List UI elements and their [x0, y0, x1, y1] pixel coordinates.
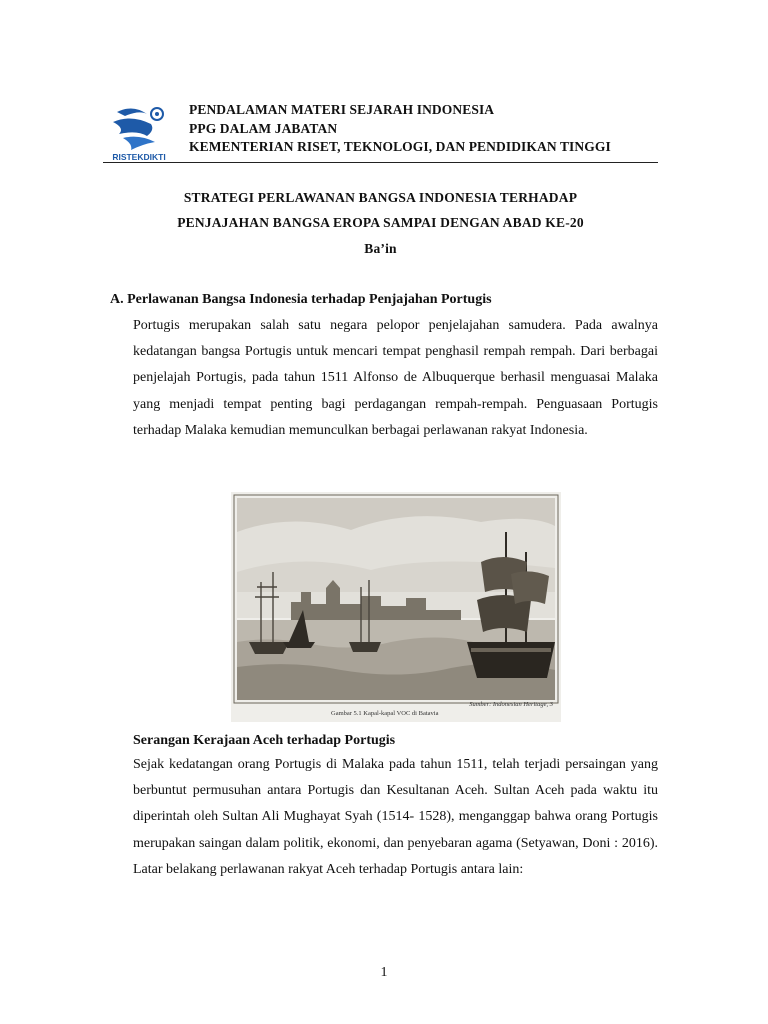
document-title-line-1: STRATEGI PERLAWANAN BANGSA INDONESIA TERHADAP	[183, 190, 578, 205]
subsection-heading: Serangan Kerajaan Aceh terhadap Portugis	[133, 733, 396, 748]
document-title-line-2: PENJAJAHAN BANGSA EROPA SAMPAI DENGAN ABAD KE-20	[177, 215, 584, 230]
header-line-1: PENDALAMAN MATERI SEJARAH INDONESIA	[189, 102, 495, 117]
ships-illustration	[231, 492, 561, 722]
page-number: 1	[380, 965, 388, 980]
section-paragraph: Portugis merupakan salah satu negara pelopor penjelajahan samudera. Pada awalnya kedatangan bangsa Portugis untuk mencari tempat penghasil rempah rempah. Dari berbagai penjelajah Portugis, pada tahun 1511 Alfonso de Albuquerque berhasil menguasai Malaka yang menjadi tempat penting bagi perdagangan rempah-rempah. Penguasaan Portugis terhadap Malaka kemudian memunculkan berbagai perlawanan rakyat Indonesia.	[133, 318, 658, 438]
figure-source: Sumber: Indonesian Heritage, 3	[469, 701, 553, 708]
figure-engraving	[231, 492, 561, 722]
logo-text: RISTEKDIKTI	[112, 152, 166, 162]
section-heading: A. Perlawanan Bangsa Indonesia terhadap Penjajahan Portugis	[110, 292, 492, 307]
document-author: Ba’in	[364, 241, 397, 256]
header-line-3: KEMENTERIAN RISET, TEKNOLOGI, DAN PENDIDIKAN TINGGI	[189, 139, 611, 154]
header-line-2: PPG DALAM JABATAN	[189, 121, 338, 136]
subsection-paragraph: Sejak kedatangan orang Portugis di Malaka pada tahun 1511, telah terjadi persaingan yang berbuntut permusuhan antara Portugis dan Kesultanan Aceh. Sultan Aceh pada waktu itu diperintah oleh Sultan Ali Mughayat Syah (1514- 1528), menganggap bahwa orang Portugis merupakan saingan dalam politik, ekonomi, dan penyebaran agama (Setyawan, Doni : 2016). Latar belakang perlawanan rakyat Aceh terhadap Portugis antara lain:	[133, 757, 658, 877]
ristekdikti-logo	[103, 100, 175, 164]
header-divider	[103, 162, 658, 163]
figure-caption: Gambar 5.1 Kapal-kapal VOC di Batavia	[331, 710, 439, 717]
